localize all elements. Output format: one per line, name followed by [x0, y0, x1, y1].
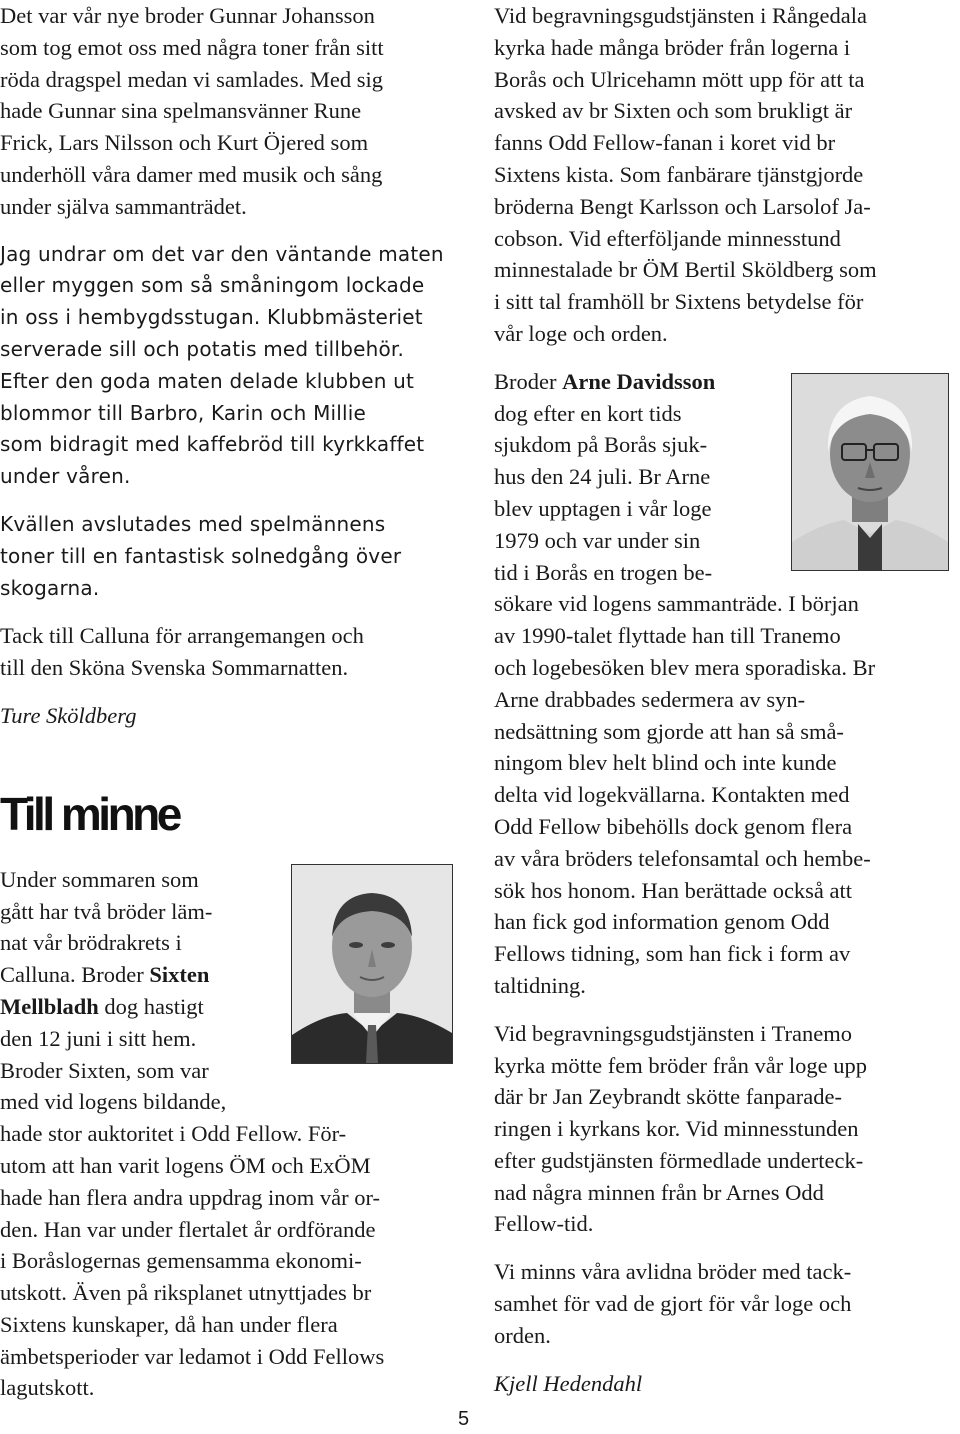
text-line: Det var vår nye broder Gunnar Johansson — [0, 3, 375, 28]
text-span: dog hastigt — [98, 993, 204, 1019]
text-line: Fellows tidning, som han fick i form av — [494, 941, 851, 967]
paragraph-tack — [0, 620, 462, 684]
text-line: i sitt tal framhöll br Sixtens betydelse för — [494, 289, 864, 315]
text-line: i Boråslogernas gemensamma ekonomi- — [0, 1248, 362, 1274]
text-line: sök hos honom. Han berättade också att — [494, 877, 853, 903]
text-line: Vi minns våra avlidna bröder med tack- — [494, 1259, 852, 1285]
text-line: sjukdom på Borås sjuk- — [494, 432, 708, 458]
right-column — [494, 0, 956, 1399]
text-line: nedsättning som gjorde att han så små- — [494, 718, 844, 744]
text-line: av våra bröders telefonsamtal och hembe- — [494, 845, 871, 871]
text-line: Fellow-tid. — [494, 1211, 594, 1237]
text-line: ningom blev helt blind och inte kunde — [494, 750, 837, 776]
text-line: cobson. Vid efterföljande minnesstund — [494, 225, 841, 251]
text-line: vår loge och orden. — [494, 320, 668, 346]
text-line: Vid begravningsgudstjänsten i Rångedala — [494, 3, 867, 28]
text-line: Borås och Ulricehamn mött upp för att ta — [494, 66, 865, 92]
text-line: den 12 juni i sitt hem. — [0, 1025, 197, 1051]
text-line: hade stor auktoritet i Odd Fellow. För- — [0, 1121, 347, 1147]
text-line: Sixtens kunskaper, då han under flera — [0, 1311, 338, 1337]
text-line: hus den 24 juli. Br Arne — [494, 464, 711, 490]
text-line: samhet för vad de gjort för vår loge och — [494, 1291, 852, 1317]
text-line: Arne drabbades sedermera av syn- — [494, 686, 806, 712]
text-line: han fick god information genom Odd — [494, 909, 830, 935]
text-line: av 1990-talet flyttade han till Tranemo — [494, 623, 841, 649]
text-line: fanns Odd Fellow-fanan i koret vid br — [494, 130, 836, 156]
section-heading-till-minne: Till minne — [0, 788, 179, 840]
text-line: nad några minnen från br Arnes Odd — [494, 1179, 824, 1205]
name-mellbladh: Mellbladh — [0, 993, 99, 1019]
text-span: Calluna. Broder — [0, 962, 150, 988]
text-line: skogarna. — [0, 575, 100, 600]
signature-kjell: Kjell Hedendahl — [494, 1370, 643, 1396]
text-line: under själva sammanträdet. — [0, 193, 247, 219]
text-line: delta vid logekvällarna. Kontakten med — [494, 782, 850, 808]
paragraph-tranemo — [494, 1018, 956, 1241]
text-line: toner till en fantastisk solnedgång över — [0, 543, 402, 568]
text-span: Broder — [494, 368, 563, 394]
left-column — [0, 0, 462, 1404]
text-line: kyrka hade många bröder från logerna i — [494, 34, 851, 60]
text-line: blev upptagen i vår loge — [494, 495, 712, 521]
text-line: till den Sköna Svenska Sommarnatten. — [0, 655, 349, 681]
text-line: Tack till Calluna för arrangemangen och — [0, 623, 364, 649]
text-line: Sixtens kista. Som fanbärare tjänstgjorde — [494, 161, 864, 187]
text-line: som tog emot oss med några toner från sitt — [0, 34, 384, 60]
text-line: röda dragspel medan vi samlades. Med sig — [0, 66, 384, 92]
text-line: 1979 och var under sin — [494, 527, 701, 553]
paragraph-rangedala — [494, 0, 956, 350]
text-line: sökare vid logens sammanträde. I början — [494, 591, 859, 617]
text-line: ringen i kyrkans kor. Vid minnesstunden — [494, 1116, 859, 1142]
page-number: 5 — [458, 1408, 470, 1430]
text-line: efter gudstjänsten förmedlade underteck- — [494, 1147, 864, 1173]
text-line: Kvällen avslutades med spelmännens — [0, 511, 386, 536]
name-sixten: Sixten — [149, 962, 210, 988]
text-line: lagutskott. — [0, 1375, 95, 1401]
text-line: och logebesöken blev mera sporadiska. Br — [494, 654, 876, 680]
text-line: Frick, Lars Nilsson och Kurt Öjered som — [0, 130, 369, 156]
text-line: bröderna Bengt Karlsson och Larsolof Ja- — [494, 193, 871, 219]
text-line: avsked av br Sixten och som brukligt är — [494, 98, 853, 124]
paragraph-vi-minns — [494, 1256, 956, 1351]
text-line: hade han flera andra uppdrag inom vår or- — [0, 1184, 381, 1210]
text-line: under våren. — [0, 464, 131, 489]
text-line: ämbetsperioder var ledamot i Odd Fellows — [0, 1343, 385, 1369]
text-line: hade Gunnar sina spelmansvänner Rune — [0, 98, 362, 124]
text-line: med vid logens bildande, — [0, 1089, 227, 1115]
text-line: tid i Borås en trogen be- — [494, 559, 713, 585]
text-line: minnestalade br ÖM Bertil Sköldberg som — [494, 257, 877, 283]
text-line: eller myggen som så småningom lockade — [0, 273, 425, 298]
text-line: som bidragit med kaffebröd till kyrkkaffet — [0, 432, 425, 457]
portrait-arne-photo — [791, 373, 949, 571]
text-line: orden. — [494, 1322, 551, 1348]
text-line: där br Jan Zeybrandt skötte fanparade- — [494, 1084, 842, 1110]
paragraph-myggen — [0, 239, 462, 493]
paragraph-kvallen — [0, 509, 462, 604]
text-line: utskott. Även på riksplanet utnyttjades br — [0, 1280, 372, 1306]
text-line: gått har två bröder läm- — [0, 898, 213, 924]
text-line: kyrka mötte fem bröder från vår loge upp — [494, 1052, 867, 1078]
text-line: nat vår brödrakrets i — [0, 930, 182, 956]
text-line: serverade sill och potatis med tillbehör. — [0, 336, 405, 361]
signature-ture: Ture Sköldberg — [0, 702, 137, 728]
text-line: utom att han varit logens ÖM och ExÖM — [0, 1152, 371, 1178]
text-line: Jag undrar om det var den väntande maten — [0, 241, 444, 266]
text-line: Vid begravningsgudstjänsten i Tranemo — [494, 1020, 853, 1046]
portrait-sixten-photo — [291, 864, 453, 1064]
text-line: den. Han var under flertalet år ordförande — [0, 1216, 376, 1242]
text-line: underhöll våra damer med musik och sång — [0, 161, 383, 187]
paragraph-gunnar — [0, 0, 462, 223]
text-line: Efter den goda maten delade klubben ut — [0, 368, 415, 393]
text-line: Under sommaren som — [0, 866, 199, 892]
text-line: Odd Fellow bibehölls dock genom flera — [494, 813, 853, 839]
text-line: dog efter en kort tids — [494, 400, 682, 426]
text-line: taltidning. — [494, 972, 586, 998]
text-line: blommor till Barbro, Karin och Millie — [0, 400, 367, 425]
name-arne-davidsson: Arne Davidsson — [562, 368, 716, 394]
text-line: Broder Sixten, som var — [0, 1057, 209, 1083]
text-line: in oss i hembygdsstugan. Klubbmästeriet — [0, 305, 423, 330]
